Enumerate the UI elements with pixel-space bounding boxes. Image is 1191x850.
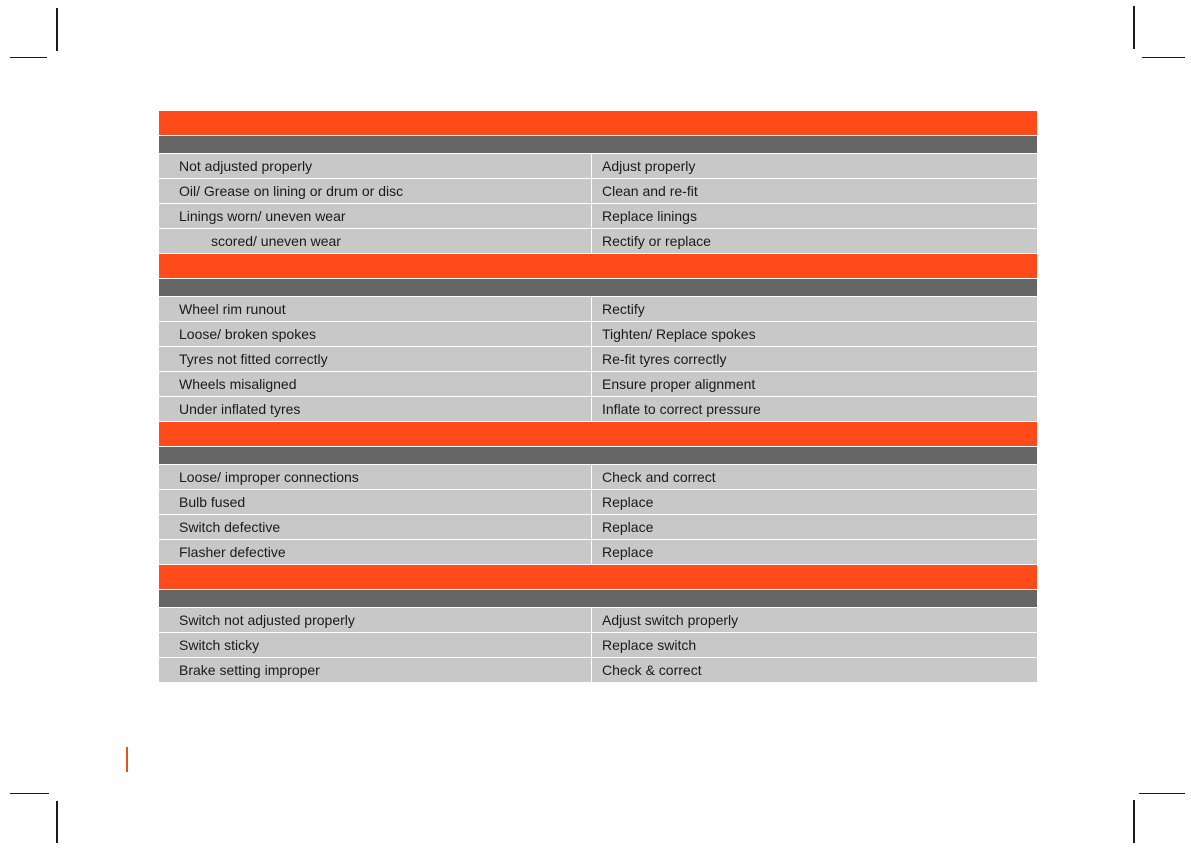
table-row	[159, 465, 1037, 489]
cause-cell: Flasher defective	[159, 540, 591, 564]
remedy-cell: Inflate to correct pressure	[592, 397, 1037, 421]
crop-mark-bottom-right-v	[1133, 800, 1135, 843]
section-header-bar	[159, 422, 1037, 446]
remedy-cell: Re-fit tyres correctly	[592, 347, 1037, 371]
table-row	[159, 658, 1037, 682]
crop-mark-top-right-h	[1142, 57, 1185, 58]
remedy-cell: Rectify	[592, 297, 1037, 321]
cause-cell: Bulb fused	[159, 490, 591, 514]
table-row	[159, 608, 1037, 632]
cause-cell: Linings worn/ uneven wear	[159, 204, 591, 228]
section-header-bar	[159, 111, 1037, 135]
section-header-bar	[159, 254, 1037, 278]
cause-cell: Not adjusted properly	[159, 154, 591, 178]
column-header-bar	[159, 447, 1037, 464]
remedy-cell: Replace linings	[592, 204, 1037, 228]
cause-cell: Tyres not fitted correctly	[159, 347, 591, 371]
table-row	[159, 179, 1037, 203]
remedy-cell: Replace	[592, 515, 1037, 539]
cause-cell: scored/ uneven wear	[159, 229, 591, 253]
remedy-cell: Adjust properly	[592, 154, 1037, 178]
crop-mark-top-left-h	[10, 57, 47, 58]
remedy-cell: Ensure proper alignment	[592, 372, 1037, 396]
troubleshooting-table	[159, 111, 1037, 682]
remedy-cell: Rectify or replace	[592, 229, 1037, 253]
table-row	[159, 633, 1037, 657]
table-row	[159, 372, 1037, 396]
crop-mark-top-right-v	[1133, 6, 1135, 49]
cause-cell: Loose/ improper connections	[159, 465, 591, 489]
table-row	[159, 490, 1037, 514]
page-number-marker	[126, 747, 128, 772]
table-row	[159, 154, 1037, 178]
crop-mark-bottom-left-v	[56, 801, 58, 843]
cause-cell: Loose/ broken spokes	[159, 322, 591, 346]
cause-cell: Switch sticky	[159, 633, 591, 657]
cause-cell: Switch not adjusted properly	[159, 608, 591, 632]
crop-mark-top-left-v	[56, 8, 58, 51]
remedy-cell: Adjust switch properly	[592, 608, 1037, 632]
remedy-cell: Replace	[592, 490, 1037, 514]
crop-mark-bottom-right-h	[1139, 793, 1185, 794]
column-header-bar	[159, 136, 1037, 153]
cause-cell: Switch defective	[159, 515, 591, 539]
section-header-bar	[159, 565, 1037, 589]
table-row	[159, 540, 1037, 564]
crop-mark-bottom-left-h	[10, 793, 49, 794]
table-row	[159, 204, 1037, 228]
table-row	[159, 229, 1037, 253]
table-row	[159, 322, 1037, 346]
remedy-cell: Check & correct	[592, 658, 1037, 682]
table-row	[159, 297, 1037, 321]
cause-cell: Wheel rim runout	[159, 297, 591, 321]
remedy-cell: Check and correct	[592, 465, 1037, 489]
remedy-cell: Replace	[592, 540, 1037, 564]
cause-cell: Under inflated tyres	[159, 397, 591, 421]
table-row	[159, 397, 1037, 421]
cause-cell: Brake setting improper	[159, 658, 591, 682]
cause-cell: Wheels misaligned	[159, 372, 591, 396]
remedy-cell: Replace switch	[592, 633, 1037, 657]
cause-cell: Oil/ Grease on lining or drum or disc	[159, 179, 591, 203]
remedy-cell: Clean and re-fit	[592, 179, 1037, 203]
table-row	[159, 347, 1037, 371]
table-row	[159, 515, 1037, 539]
column-header-bar	[159, 590, 1037, 607]
remedy-cell: Tighten/ Replace spokes	[592, 322, 1037, 346]
column-header-bar	[159, 279, 1037, 296]
